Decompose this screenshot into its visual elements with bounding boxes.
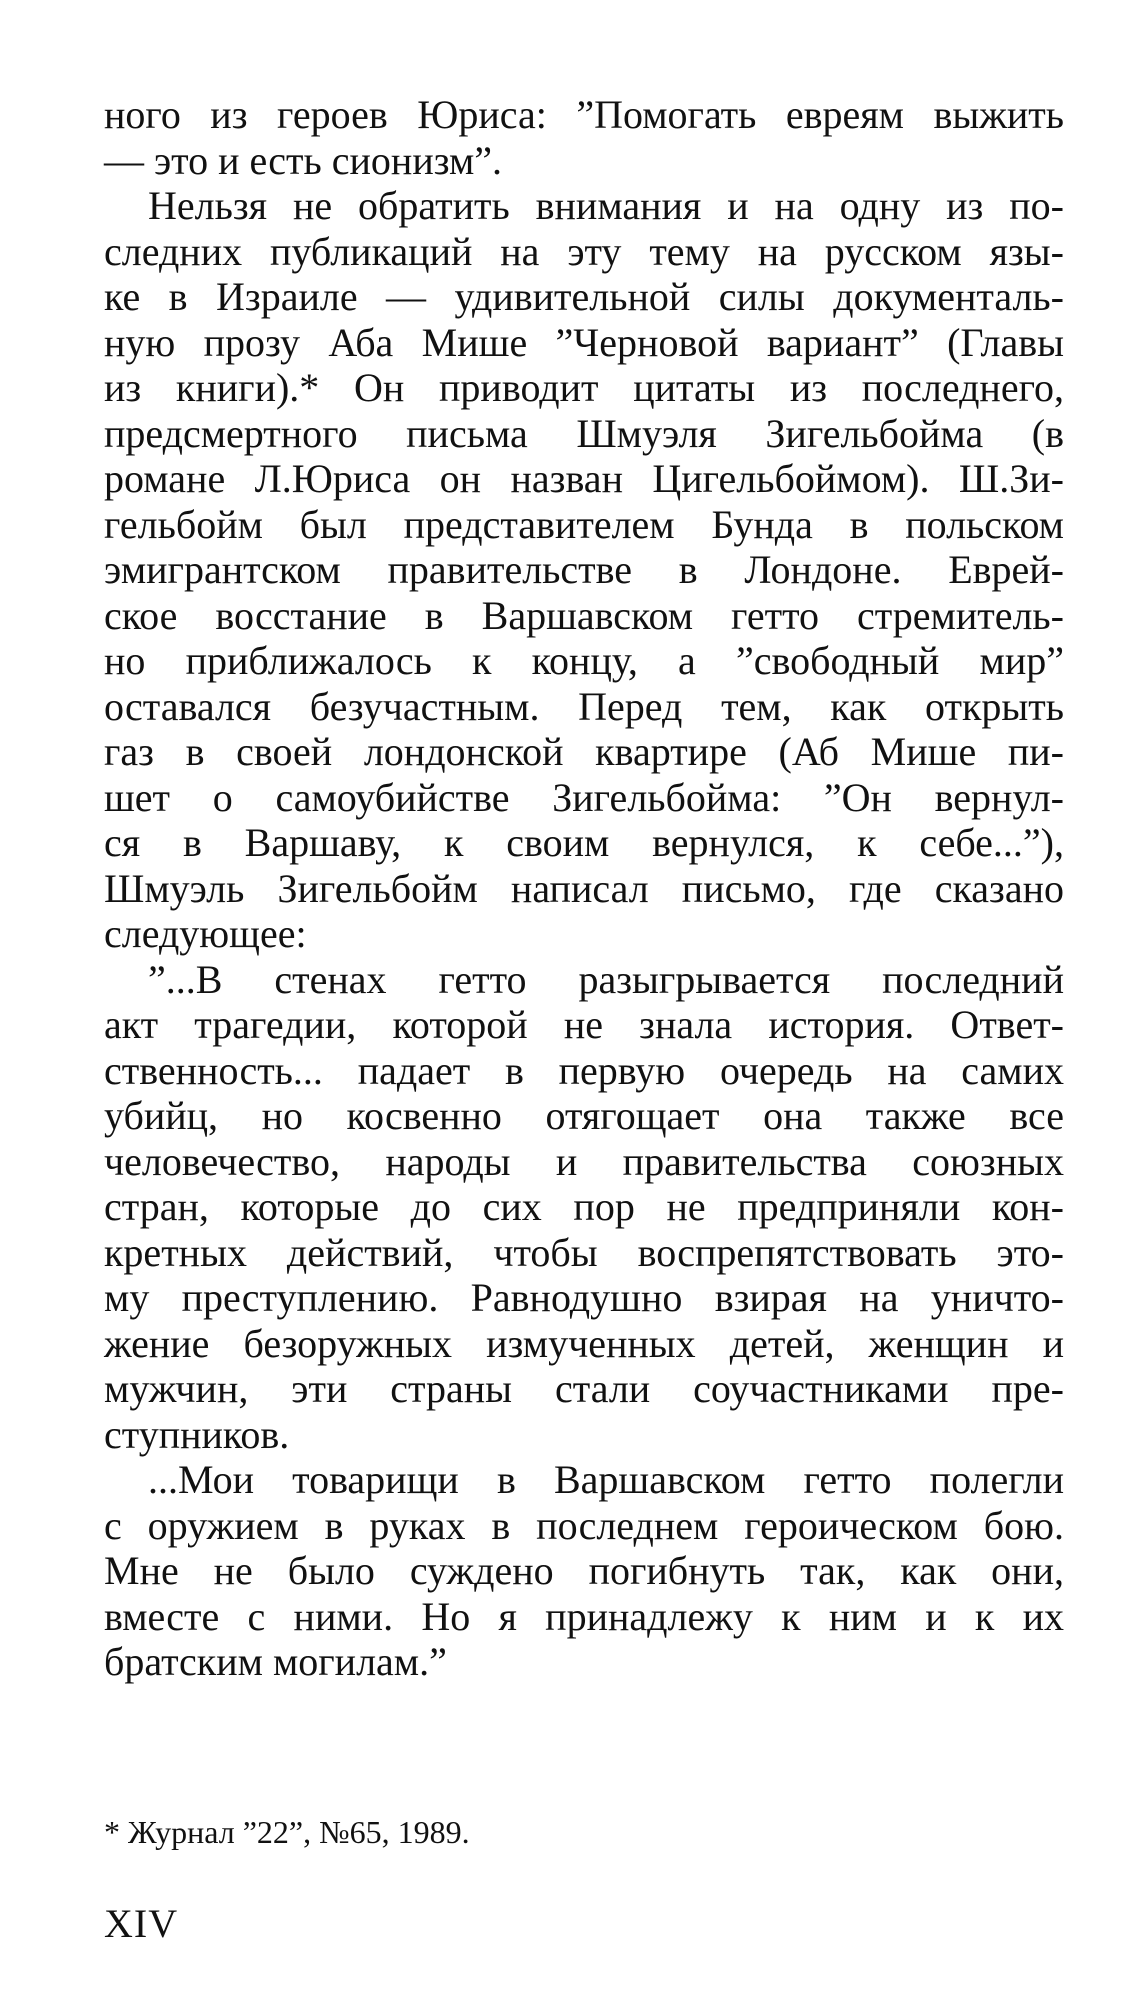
text-line: следних публикаций на эту тему на русском язы- [104,228,1064,274]
text-line: стран, которые до сих пор не предприняли кон- [104,1184,1064,1229]
text-line: Мне не было суждено погибнуть так, как они, [104,1548,1064,1593]
text-line: эмигрантском правительстве в Лондоне. Еврей- [104,547,1064,592]
quote-start-line: ”...В стенах гетто разыгрывается последний [148,956,1064,1002]
text-line: — это и есть сионизм”. [104,137,503,183]
text-line: кретных действий, чтобы воспрепятствовать это- [104,1229,1064,1275]
text-line: ке в Израиле — удивительной силы документаль- [104,274,1064,319]
text-line: Шмуэль Зигельбойм написал письмо, где сказано [104,865,1064,911]
text-line: человечество, народы и правительства союзных [104,1138,1064,1184]
text-line: братским могилам.” [104,1639,447,1684]
text-line: шет о самоубийстве Зигельбойма: ”Он вернул- [104,774,1064,820]
footnote: * Журнал ”22”, №65, 1989. [104,1814,470,1850]
text-line: ся в Варшаву, к своим вернулся, к себе...”), [104,820,1064,865]
text-line: романе Л.Юриса он назван Цигельбоймом). Ш.Зи- [104,456,1064,501]
text-line: ственность... падает в первую очередь на самих [104,1047,1064,1093]
paragraph-start-line: ...Мои товарищи в Варшавском гетто полегли [148,1457,1064,1502]
text-line: гельбойм был представителем Бунда в польском [104,501,1064,547]
text-line: следующее: [104,911,307,956]
text-line: му преступлению. Равнодушно взирая на уничто- [104,1275,1064,1320]
page-body [104,92,1064,1685]
text-line: ское восстание в Варшавском гетто стремитель- [104,592,1064,638]
text-line: оставался безучастным. Перед тем, как открыть [104,683,1064,729]
text-line: жение безоружных измученных детей, женщин и [104,1320,1064,1366]
text-line: вместе с ними. Но я принадлежу к ним и к их [104,1593,1064,1639]
text-line: из книги).* Он приводит цитаты из последнего, [104,365,1064,410]
text-line: предсмертного письма Шмуэля Зигельбойма (в [104,410,1064,456]
text-line: ступников. [104,1411,290,1457]
text-line: мужчин, эти страны стали соучастниками пре- [104,1366,1064,1411]
text-line: ного из героев Юриса: ”Помогать евреям выжить [104,92,1064,137]
text-line: убийц, но косвенно отягощает она также все [104,1093,1064,1138]
text-line: с оружием в руках в последнем героическом бою. [104,1502,1064,1548]
text-line: акт трагедии, которой не знала история. Ответ- [104,1002,1064,1047]
page-number: XIV [104,1901,179,1946]
paragraph-start-line: Нельзя не обратить внимания и на одну из по- [148,183,1064,228]
text-line: но приближалось к концу, а ”свободный мир” [104,638,1064,683]
text-line: газ в своей лондонской квартире (Аб Мише пи- [104,729,1064,774]
text-line: ную прозу Аба Мише ”Черновой вариант” (Главы [104,319,1064,365]
